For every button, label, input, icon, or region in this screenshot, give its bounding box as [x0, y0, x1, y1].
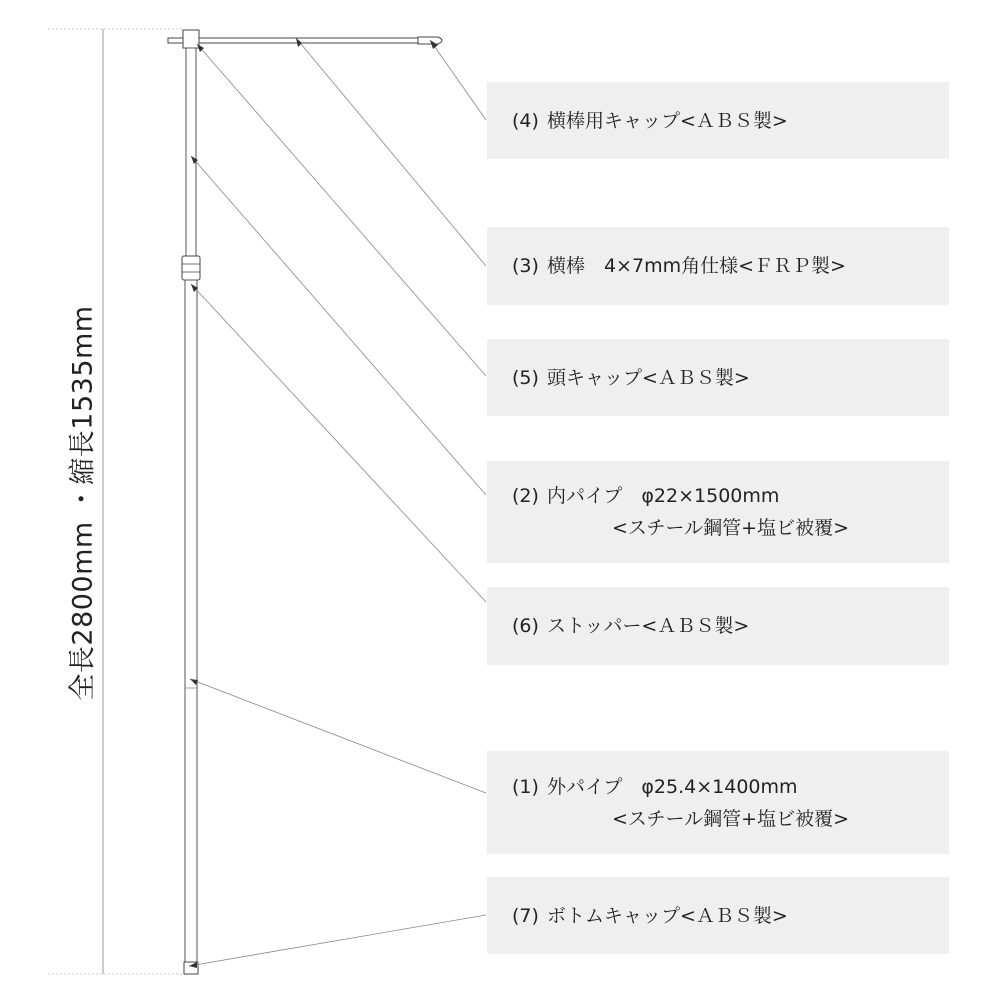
leader-line-7	[189, 915, 486, 966]
part-description: 内パイプ φ22×1500mm	[546, 485, 780, 507]
part-label-line	[512, 771, 949, 803]
part-description: 横棒 4×7mm角仕様<ＦＲＰ製>	[546, 255, 846, 277]
leader-line-6	[191, 284, 486, 602]
part-description: 頭キャップ<ＡＢＳ製>	[546, 366, 750, 389]
crossbar	[168, 38, 418, 43]
part-material: <スチール鋼管+塩ビ被覆>	[612, 807, 850, 830]
part-description: ボトムキャップ<ＡＢＳ製>	[546, 904, 788, 927]
part-label-line	[512, 250, 949, 282]
part-label-2	[487, 461, 949, 563]
part-label-5	[487, 339, 949, 416]
leader-line-3	[296, 38, 486, 266]
part-label-line	[512, 610, 949, 642]
part-label-4	[487, 82, 949, 159]
part-number: (4)	[512, 109, 539, 132]
overall-length-title: 全長2800mm ・縮長1535mm	[67, 305, 99, 701]
part-label-7	[487, 877, 949, 954]
part-description: 横棒用キャップ<ＡＢＳ製>	[546, 109, 788, 132]
part-label-line	[512, 362, 949, 394]
part-label-line	[512, 105, 949, 137]
part-label-line	[512, 480, 949, 512]
part-label-3	[487, 227, 949, 305]
part-description: ストッパー<ＡＢＳ製>	[546, 615, 750, 637]
head-cap	[183, 30, 199, 48]
part-label-6	[487, 587, 949, 665]
part-material: <スチール鋼管+塩ビ被覆>	[612, 517, 850, 539]
part-label-line	[512, 900, 949, 932]
outer-pipe	[185, 280, 197, 962]
leader-line-5	[197, 44, 486, 376]
part-number: (3)	[512, 255, 539, 277]
part-number: (1)	[512, 775, 539, 798]
part-label-1	[487, 751, 949, 854]
part-number: (6)	[512, 615, 539, 637]
inner-pipe	[186, 48, 196, 256]
part-description: 外パイプ φ25.4×1400mm	[546, 775, 798, 798]
part-number: (7)	[512, 904, 539, 927]
part-number: (5)	[512, 366, 539, 389]
leader-line-4	[430, 40, 486, 120]
leader-line-1	[190, 679, 486, 793]
part-number: (2)	[512, 485, 539, 507]
stopper	[182, 256, 200, 280]
